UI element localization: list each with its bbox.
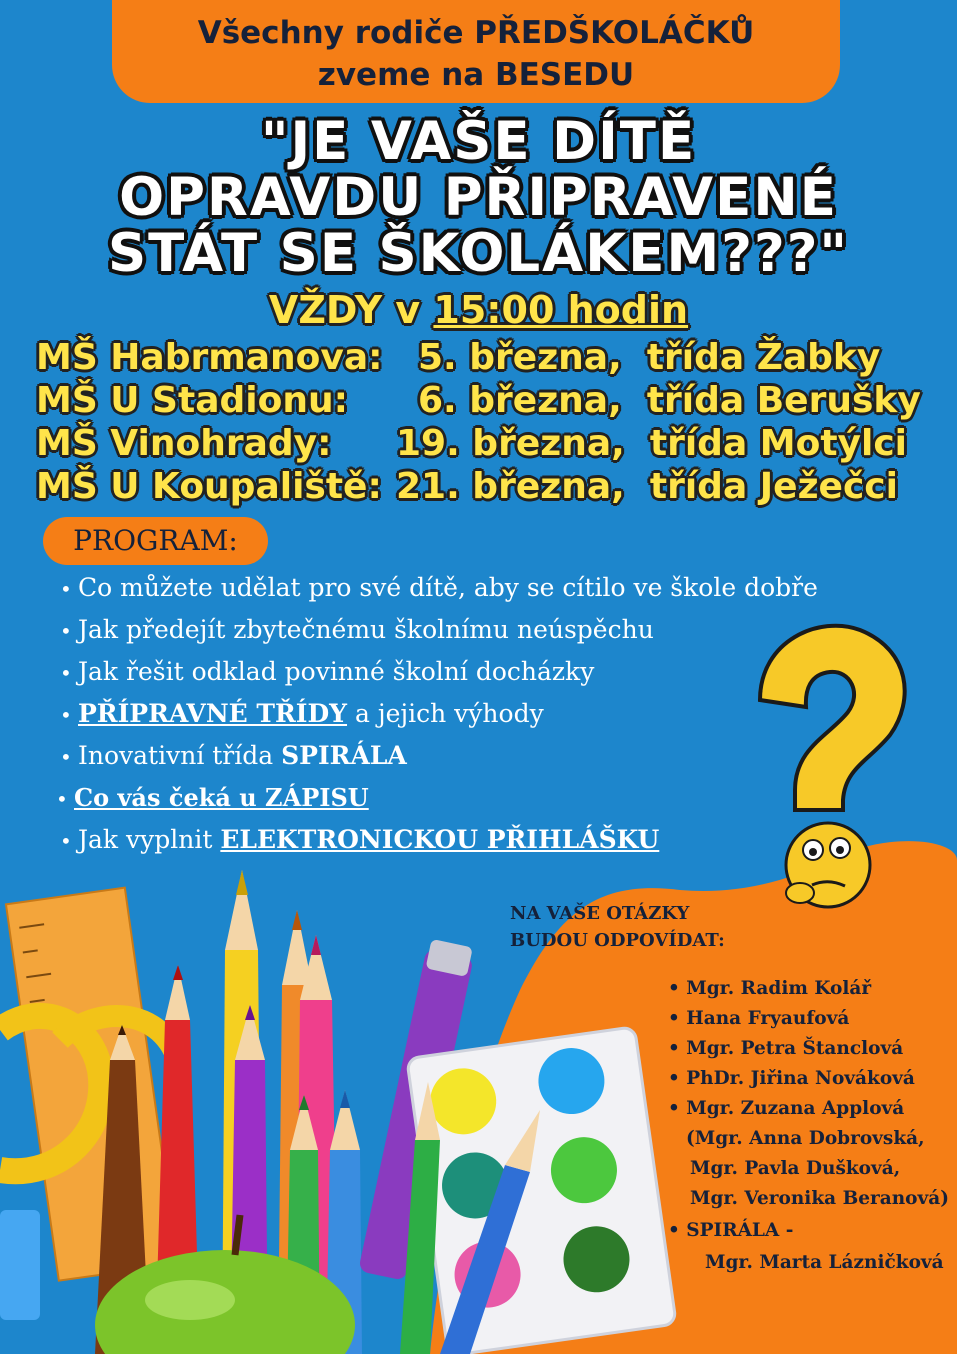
headline-line-2: OPRAVDU PŘIPRAVENÉ <box>119 167 838 228</box>
schedule-class: třída Motýlci <box>649 423 908 464</box>
schedule-school: MŠ U Stadionu: <box>36 380 348 421</box>
person-item: • Mgr. Petra Štanclová <box>668 1038 904 1059</box>
program-item: • Co můžete udělat pro své dítě, aby se cítilo ve škole dobře <box>60 573 818 602</box>
time-prefix: VŽDY v <box>268 288 421 332</box>
program-item: • Jak vyplnit ELEKTRONICKOU PŘIHLÁŠKU <box>60 825 660 854</box>
schedule-date: 19. března, <box>396 423 625 464</box>
person-subitem: Mgr. Marta Lázničková <box>705 1252 944 1273</box>
program-item: • Jak předejít zbytečnému školnímu neúspěchu <box>60 615 654 644</box>
headline-line-3: STÁT SE ŠKOLÁKEM???" <box>107 223 850 284</box>
answers-title-1: NA VAŠE OTÁZKY <box>510 903 690 924</box>
invitation-line-2: zveme na BESEDU <box>317 57 635 93</box>
person-item: • PhDr. Jiřina Nováková <box>668 1068 915 1089</box>
schedule-school: MŠ U Koupaliště: <box>36 466 382 507</box>
watercolor-palette-icon <box>407 1027 677 1354</box>
schedule-school: MŠ Vinohrady: <box>36 423 332 464</box>
program-label: PROGRAM: <box>73 524 238 557</box>
time-value: 15:00 hodin <box>433 288 689 332</box>
headline-line-1: "JE VAŠE DÍTĚ <box>260 111 697 172</box>
person-subitem: Mgr. Pavla Dušková, <box>690 1158 901 1179</box>
schedule-class: třída Berušky <box>646 380 921 421</box>
question-mark-icon <box>760 626 905 810</box>
eraser-icon <box>0 1210 40 1320</box>
schedule-date: 5. března, <box>418 337 622 378</box>
program-item: • Jak řešit odklad povinné školní docházky <box>60 657 595 686</box>
schedule-school: MŠ Habrmanova: <box>36 337 383 378</box>
person-subitem: (Mgr. Anna Dobrovská, <box>686 1128 925 1149</box>
person-item: • Mgr. Zuzana Applová <box>668 1098 905 1119</box>
program-item: • Co vás čeká u ZÁPISU <box>56 783 369 812</box>
person-item: • Mgr. Radim Kolář <box>668 978 872 999</box>
program-item: • Inovativní třída SPIRÁLA <box>60 741 407 770</box>
person-item: • Hana Fryaufová <box>668 1008 850 1029</box>
invitation-line-1: Všechny rodiče PŘEDŠKOLÁČKŮ <box>197 15 755 51</box>
program-item: • PŘÍPRAVNÉ TŘÍDY a jejich výhody <box>60 699 544 728</box>
schedule-date: 21. března, <box>396 466 625 507</box>
thinking-smiley-icon <box>786 823 870 907</box>
person-item: • SPIRÁLA - <box>668 1220 794 1241</box>
answers-title-2: BUDOU ODPOVÍDAT: <box>510 930 725 951</box>
schedule-class: třída Ježečci <box>649 466 898 507</box>
schedule-class: třída Žabky <box>646 337 881 378</box>
schedule-date: 6. března, <box>418 380 622 421</box>
person-subitem: Mgr. Veronika Beranová) <box>690 1188 949 1209</box>
